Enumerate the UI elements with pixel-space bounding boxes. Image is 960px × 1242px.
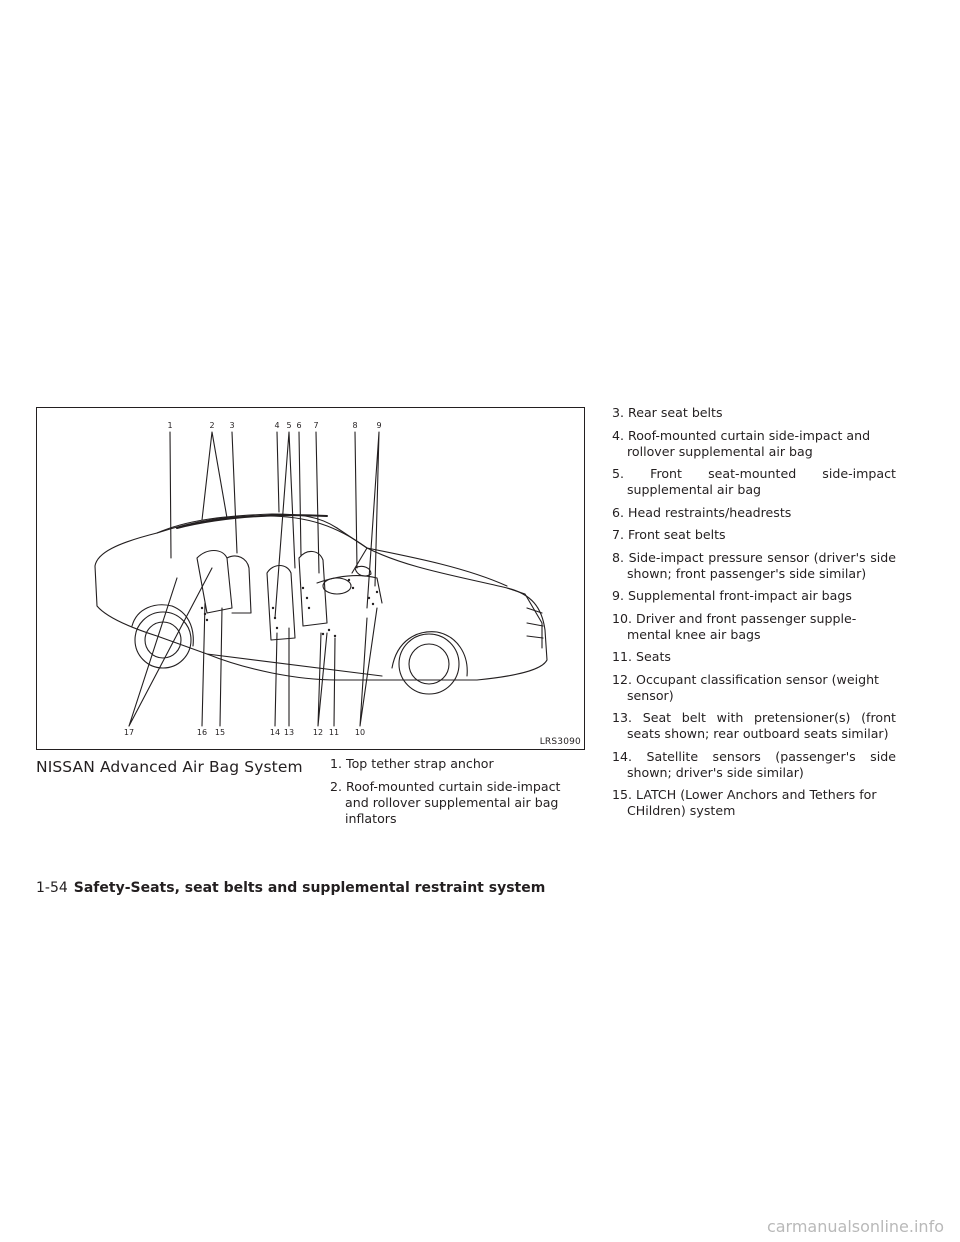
callout-17: 17 bbox=[123, 728, 135, 737]
list-item: 3. Rear seat belts bbox=[612, 405, 723, 420]
list-item: 7. Front seat belts bbox=[612, 527, 726, 542]
list-item: 9. Supplemental front-impact air bags bbox=[612, 588, 852, 603]
callout-2: 2 bbox=[209, 421, 215, 430]
callout-4: 4 bbox=[274, 421, 280, 430]
list-item: 6. Head restraints/headrests bbox=[612, 504, 792, 520]
callout-10: 10 bbox=[354, 728, 366, 737]
callout-15: 15 bbox=[214, 728, 226, 737]
callout-14: 14 bbox=[269, 728, 281, 737]
callout-8: 8 bbox=[352, 421, 358, 430]
chapter-title: Safety-Seats, seat belts and supplemental restraint system bbox=[73, 880, 546, 896]
callout-6: 6 bbox=[296, 421, 302, 430]
list-item: 10. Driver and front passenger supple-mental knee air bags bbox=[612, 610, 857, 642]
component-list-part-1 bbox=[330, 756, 586, 833]
page-footer bbox=[36, 880, 545, 896]
list-item: 13. Seat belt with pretensioner(s) (front seats shown; rear outboard seats similar) bbox=[612, 710, 896, 741]
list-item: 2. Roof-mounted curtain side-impact and rollover supplemental air bag inflators bbox=[330, 778, 561, 826]
section-title: NISSAN Advanced Air Bag System bbox=[36, 758, 303, 776]
list-item: 12. Occupant classification sensor (weight sensor) bbox=[612, 671, 879, 703]
list-item: 8. Side-impact pressure sensor (driver's side shown; front passenger's side similar) bbox=[612, 549, 896, 581]
callout-5: 5 bbox=[286, 421, 292, 430]
callout-11: 11 bbox=[328, 728, 340, 737]
page-number: 1-54 bbox=[36, 880, 68, 896]
air-bag-system-illustration bbox=[36, 407, 585, 750]
watermark: carmanualsonline.info bbox=[766, 1217, 944, 1236]
car-cutaway-drawing bbox=[37, 408, 585, 750]
callout-16: 16 bbox=[196, 728, 208, 737]
list-item: 11. Seats bbox=[612, 649, 671, 664]
list-item: 5. Front seat-mounted side-impact supplemental air bag bbox=[612, 466, 896, 497]
component-list-part-2 bbox=[612, 405, 896, 826]
callout-13: 13 bbox=[283, 728, 295, 737]
callout-3: 3 bbox=[229, 421, 235, 430]
list-item: 15. LATCH (Lower Anchors and Tethers for CHildren) system bbox=[612, 787, 877, 818]
figure-id: LRS3090 bbox=[539, 737, 581, 747]
list-item: 4. Roof-mounted curtain side-impact and rollover supplemental air bag bbox=[612, 427, 871, 459]
callout-7: 7 bbox=[313, 421, 319, 430]
list-item: 1. Top tether strap anchor bbox=[330, 756, 494, 771]
callout-1: 1 bbox=[167, 421, 173, 430]
callout-9: 9 bbox=[376, 421, 382, 430]
list-item: 14. Satellite sensors (passenger's side shown; driver's side similar) bbox=[612, 748, 896, 780]
callout-12: 12 bbox=[312, 728, 324, 737]
